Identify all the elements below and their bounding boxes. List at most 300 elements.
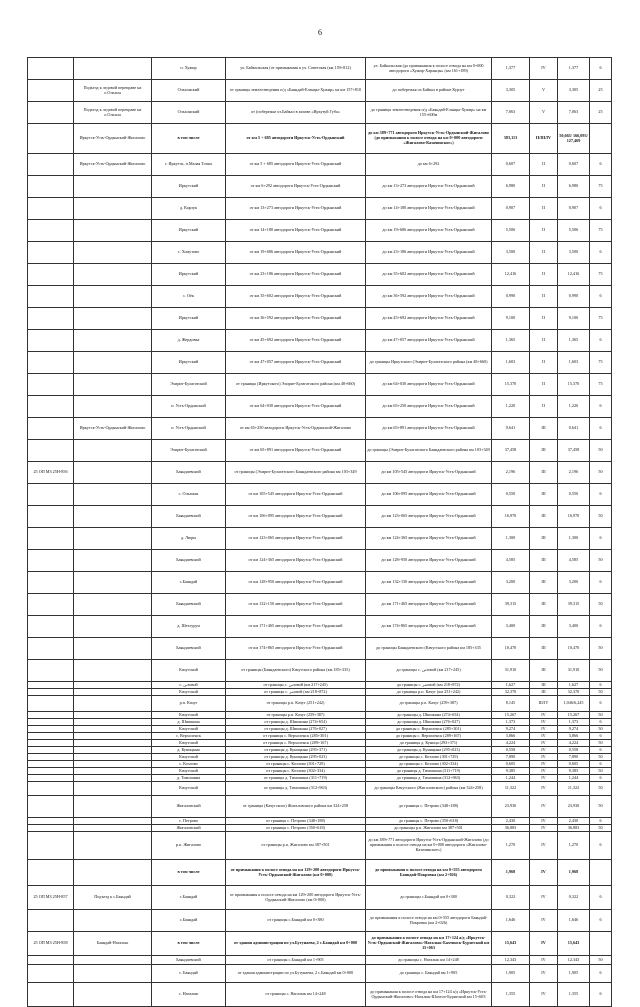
segment-start-cell: от границы с. ننزовой (км 218+872) bbox=[226, 689, 366, 696]
table-row bbox=[28, 660, 612, 682]
category-cell: II bbox=[530, 286, 558, 308]
table-row bbox=[28, 330, 612, 352]
category-cell: III bbox=[530, 418, 558, 440]
road-name-cell bbox=[74, 308, 152, 330]
segment-start-cell: от примыкания к полосе отвода на км 129+200 автодороги Иркутск-Усть-Ордынский-Жигалово (км 0+000) bbox=[226, 860, 366, 886]
segment-start-cell: от границы с. ننзовой (км 217+245) bbox=[226, 682, 366, 689]
road-id-cell bbox=[28, 719, 74, 726]
category-length-cell: 1,603 bbox=[558, 352, 590, 374]
road-name-cell bbox=[74, 374, 152, 396]
category-cell: II bbox=[530, 330, 558, 352]
width-cell: 6 bbox=[590, 965, 612, 983]
category-length-cell: 0,322 bbox=[558, 886, 590, 910]
road-id-cell bbox=[28, 374, 74, 396]
road-name-cell bbox=[74, 782, 152, 796]
road-name-cell bbox=[74, 550, 152, 572]
segment-start-cell: от границы с. Верхоленск (289+167) bbox=[226, 740, 366, 747]
locality-cell: в том числе bbox=[152, 932, 226, 956]
locality-cell: с. Верхоленск bbox=[152, 733, 226, 740]
category-cell: III bbox=[530, 572, 558, 594]
table-row bbox=[28, 983, 612, 1007]
length-cell: 1,355 bbox=[492, 983, 530, 1007]
road-id-cell bbox=[28, 818, 74, 825]
road-name-cell: Подъезд к с.Баяндай bbox=[74, 886, 152, 910]
category-cell: IV bbox=[530, 740, 558, 747]
segment-start-cell: от границы с. Петрово (348+188) bbox=[226, 818, 366, 825]
locality-cell: п. Хужир bbox=[152, 58, 226, 80]
width-cell: 75 bbox=[590, 220, 612, 242]
table-row bbox=[28, 740, 612, 747]
road-name-cell bbox=[74, 682, 152, 689]
category-length-cell: 0,605 bbox=[558, 761, 590, 768]
length-cell: 39,315 bbox=[492, 594, 530, 616]
table-row bbox=[28, 796, 612, 818]
category-length-cell: 1,905 bbox=[558, 965, 590, 983]
road-id-cell bbox=[28, 506, 74, 528]
segment-start-cell: от км 45+692 автодороги Иркутск-Усть-Ордынский bbox=[226, 330, 366, 352]
width-cell: 6 bbox=[590, 983, 612, 1007]
width-cell: 50 bbox=[590, 782, 612, 796]
road-id-cell bbox=[28, 775, 74, 782]
segment-start-cell: от границы д. Шишкина (276+027) bbox=[226, 726, 366, 733]
table-row bbox=[28, 374, 612, 396]
segment-start-cell: от примыкания к полосе отвода на км 129+200 автодороги Иркутск-Усть-Ордынский-Жигалово (км 0+000) bbox=[226, 886, 366, 910]
segment-end-cell: до км 389+771 автодороги Иркутск-Усть-Ордынский-Жигалово (до примыкания к полосе отвода на км 0+000 автодороги «Жигалово-Казачинское») bbox=[366, 124, 492, 154]
category-length-cell: 0,907 bbox=[558, 198, 590, 220]
road-id-cell bbox=[28, 689, 74, 696]
table-row bbox=[28, 396, 612, 418]
length-cell: 36,883 bbox=[492, 825, 530, 832]
width-cell: 50 bbox=[590, 712, 612, 719]
segment-end-cell: до границы с. ننзовой (км 217+245) bbox=[366, 660, 492, 682]
locality-cell: с. ننзовой bbox=[152, 682, 226, 689]
segment-end-cell: до границы д. Шишкина (276+027) bbox=[366, 719, 492, 726]
road-id-cell bbox=[28, 102, 74, 124]
segment-end-cell: до побережья оз.Байкал в районе Курзут bbox=[366, 80, 492, 102]
width-cell: 6 bbox=[590, 682, 612, 689]
locality-cell: с. Ользоны bbox=[152, 484, 226, 506]
table-row bbox=[28, 440, 612, 462]
locality-cell: Жигаловский bbox=[152, 796, 226, 818]
segment-end-cell: до примыкания к полосе отвода на км 17+124 а/д «Иркутск-Усть-Ордынский-Жигалово»-Нагалык-Шохтоо-Бурятский км 15+603 bbox=[366, 983, 492, 1007]
road-id-cell bbox=[28, 768, 74, 775]
category-cell: IV bbox=[530, 58, 558, 80]
segment-end-cell: ул. Байкальская (до примыкания к полосе отвода на км 0+000 автодороги «Хужир-Харанцы» (км 161+189) bbox=[366, 58, 492, 80]
locality-cell: с. Нагалык bbox=[152, 983, 226, 1007]
locality-cell: Иркутский bbox=[152, 220, 226, 242]
length-cell: 3,200 bbox=[492, 572, 530, 594]
segment-end-cell: до км 123+065 автодороги Иркутск-Усть-Ордынский bbox=[366, 506, 492, 528]
category-cell: V bbox=[530, 102, 558, 124]
length-cell: 23,930 bbox=[492, 796, 530, 818]
road-name-cell bbox=[74, 484, 152, 506]
category-cell: IV bbox=[530, 860, 558, 886]
category-cell: IV bbox=[530, 983, 558, 1007]
road-id-cell bbox=[28, 550, 74, 572]
category-cell: III bbox=[530, 506, 558, 528]
road-id-cell bbox=[28, 528, 74, 550]
width-cell: 50 bbox=[590, 754, 612, 761]
width-cell: 50 bbox=[590, 825, 612, 832]
road-name-cell bbox=[74, 956, 152, 965]
table-row bbox=[28, 506, 612, 528]
category-length-cell: 5,506 bbox=[558, 220, 590, 242]
category-cell: IV bbox=[530, 965, 558, 983]
length-cell: 1,244 bbox=[492, 775, 530, 782]
category-length-cell: 9,274 bbox=[558, 726, 590, 733]
length-cell: 0,990 bbox=[492, 286, 530, 308]
category-cell: II bbox=[530, 352, 558, 374]
locality-cell: в том числе bbox=[152, 860, 226, 886]
category-length-cell: 23,930 bbox=[558, 796, 590, 818]
segment-end-cell: до границы д. Тимошина (311+719) bbox=[366, 768, 492, 775]
category-length-cell: 37,458 bbox=[558, 440, 590, 462]
category-cell: III bbox=[530, 689, 558, 696]
road-name-cell: Баяндай-Нагалык bbox=[74, 932, 152, 956]
segment-start-cell: от границы д. Тимошина (312+963) bbox=[226, 782, 366, 796]
segment-start-cell: от границы с. Нагалык км 14+248 bbox=[226, 983, 366, 1007]
table-row bbox=[28, 726, 612, 733]
segment-start-cell: от границы р.п. Жигалово км 387+501 bbox=[226, 832, 366, 860]
table-row bbox=[28, 818, 612, 825]
table-row bbox=[28, 733, 612, 740]
segment-end-cell: до км 36+592 автодороги Иркутск-Усть-Ордынский bbox=[366, 286, 492, 308]
road-name-cell bbox=[74, 352, 152, 374]
segment-start-cell: от здания администрации по ул.Бутунаева, 2 с.Баяндай км 0+000 bbox=[226, 932, 366, 956]
locality-cell: Эхирит-Булагатский bbox=[152, 374, 226, 396]
length-cell: 1,646 bbox=[492, 910, 530, 932]
category-length-cell: 15,370 bbox=[558, 374, 590, 396]
locality-cell: п. Усть-Ордынский bbox=[152, 396, 226, 418]
table-row bbox=[28, 58, 612, 80]
length-cell: 9,100 bbox=[492, 308, 530, 330]
category-length-cell: 1,046/6,245 bbox=[558, 696, 590, 712]
category-cell: IV bbox=[530, 782, 558, 796]
road-name-cell: Подъезд к ледовой переправе на о.Ольхон bbox=[74, 80, 152, 102]
table-row bbox=[28, 198, 612, 220]
segment-start-cell: от (побережье оз.Байкал в заливе «Ирхузуй Губа» bbox=[226, 102, 366, 124]
length-cell: 16,970 bbox=[492, 506, 530, 528]
category-cell: III bbox=[530, 616, 558, 638]
category-length-cell: 36,883 bbox=[558, 825, 590, 832]
segment-end-cell: до границы с. Верхоленск (285+301) bbox=[366, 726, 492, 733]
category-length-cell: 7,890 bbox=[558, 754, 590, 761]
locality-cell: Качугский bbox=[152, 660, 226, 682]
category-cell: IV bbox=[530, 712, 558, 719]
length-cell: 15,267 bbox=[492, 712, 530, 719]
table-row bbox=[28, 462, 612, 484]
road-id-cell bbox=[28, 832, 74, 860]
table-row bbox=[28, 696, 612, 712]
road-name-cell bbox=[74, 733, 152, 740]
locality-cell: с.Баяндай bbox=[152, 572, 226, 594]
segment-end-cell: до границы (Эхирит-Булагатского Баяндаевского района км 103+349 bbox=[366, 440, 492, 462]
category-length-cell: 3,866 bbox=[558, 733, 590, 740]
locality-cell: Баяндаевский bbox=[152, 550, 226, 572]
road-id-cell bbox=[28, 80, 74, 102]
category-cell: IV bbox=[530, 768, 558, 775]
length-cell: 0,605 bbox=[492, 761, 530, 768]
segment-end-cell: до границы с. Нагалык км 14+248 bbox=[366, 956, 492, 965]
width-cell: 6 bbox=[590, 910, 612, 932]
width-cell: 25 bbox=[590, 102, 612, 124]
locality-cell: Качугский bbox=[152, 782, 226, 796]
width-cell: 50 bbox=[590, 726, 612, 733]
road-id-cell bbox=[28, 264, 74, 286]
width-cell: 6 bbox=[590, 418, 612, 440]
segment-end-cell: до км 105+545 автодороги Иркутск-Усть-Ордынский bbox=[366, 462, 492, 484]
road-name-cell bbox=[74, 775, 152, 782]
length-cell: 15,643 bbox=[492, 932, 530, 956]
segment-end-cell: до км 19+686 автодороги Иркутск-Усть-Ордынский bbox=[366, 220, 492, 242]
width-cell: 75 bbox=[590, 352, 612, 374]
segment-start-cell: от границы (Эхирит-Булагатского Баяндаевского района км 103+349 bbox=[226, 462, 366, 484]
table-row bbox=[28, 832, 612, 860]
road-id-cell bbox=[28, 58, 74, 80]
width-cell bbox=[590, 124, 612, 154]
road-id-cell bbox=[28, 825, 74, 832]
road-name-cell bbox=[74, 740, 152, 747]
length-cell: 37,458 bbox=[492, 440, 530, 462]
road-id-cell bbox=[28, 396, 74, 418]
table-row bbox=[28, 761, 612, 768]
category-cell: IV bbox=[530, 956, 558, 965]
width-cell: 6 bbox=[590, 330, 612, 352]
segment-end-cell: до границы с. Верхоленск (289+167) bbox=[366, 733, 492, 740]
category-cell: IV bbox=[530, 910, 558, 932]
segment-start-cell: от км 19+686 автодороги Иркутск-Усть-Ордынский bbox=[226, 242, 366, 264]
category-cell: II bbox=[530, 198, 558, 220]
segment-end-cell: до границы Иркутского (Эхирит-Булагатского района (км 48+660) bbox=[366, 352, 492, 374]
segment-start-cell: от км 36+592 автодороги Иркутск-Усть-Ордынский bbox=[226, 308, 366, 330]
road-name-cell bbox=[74, 660, 152, 682]
category-length-cell: 1,377 bbox=[558, 58, 590, 80]
table-row bbox=[28, 550, 612, 572]
locality-cell: д. Шехгурун bbox=[152, 616, 226, 638]
road-name-cell bbox=[74, 242, 152, 264]
road-id-cell bbox=[28, 198, 74, 220]
locality-cell: Эхирит-Булагатский bbox=[152, 440, 226, 462]
width-cell: 6 bbox=[590, 733, 612, 740]
road-name-cell: Иркутск-Усть-Ордынский-Жигалово bbox=[74, 418, 152, 440]
road-name-cell bbox=[74, 768, 152, 775]
locality-cell: д. Карлук bbox=[152, 198, 226, 220]
locality-cell: Баяндаевский bbox=[152, 594, 226, 616]
road-id-cell bbox=[28, 242, 74, 264]
locality-cell: с. Хомутово bbox=[152, 242, 226, 264]
road-id-cell bbox=[28, 484, 74, 506]
length-cell: 3,305 bbox=[492, 80, 530, 102]
table-row bbox=[28, 102, 612, 124]
road-name-cell bbox=[74, 983, 152, 1007]
road-name-cell bbox=[74, 860, 152, 886]
length-cell: 3,500 bbox=[492, 242, 530, 264]
width-cell: 6 bbox=[590, 832, 612, 860]
segment-start-cell: ул. Байкальская (от примыкания к ул. Советская (км 159+812) bbox=[226, 58, 366, 80]
roads-table bbox=[27, 57, 612, 1007]
width-cell: 50 bbox=[590, 638, 612, 660]
locality-cell: Иркутский bbox=[152, 352, 226, 374]
road-id-cell bbox=[28, 796, 74, 818]
road-name-cell: Подъезд к ледовой переправе на о.Ольхон bbox=[74, 102, 152, 124]
locality-cell: д. Тимошина bbox=[152, 775, 226, 782]
width-cell bbox=[590, 932, 612, 956]
category-cell: IV bbox=[530, 886, 558, 910]
category-cell: III bbox=[530, 528, 558, 550]
table-row bbox=[28, 176, 612, 198]
road-id-cell bbox=[28, 761, 74, 768]
segment-end-cell: до км 389+771 автодороги Иркутск-Усть-Ордынский-Жигалово (до примыкания к полосе отвода на км 0+000 автодороги «Жигалово-Казачинское») bbox=[366, 832, 492, 860]
length-cell: 5,506 bbox=[492, 220, 530, 242]
table-row bbox=[28, 528, 612, 550]
category-cell: III bbox=[530, 682, 558, 689]
road-name-cell: Иркутск-Усть-Ордынский-Жигалово bbox=[74, 124, 152, 154]
road-id-cell bbox=[28, 220, 74, 242]
road-id-cell bbox=[28, 330, 74, 352]
road-name-cell bbox=[74, 696, 152, 712]
table-row bbox=[28, 242, 612, 264]
category-length-cell: 3,500 bbox=[558, 242, 590, 264]
length-cell: 4,585 bbox=[492, 550, 530, 572]
locality-cell: Качугский bbox=[152, 768, 226, 775]
road-id-cell bbox=[28, 726, 74, 733]
segment-end-cell: до км 171+465 автодороги Иркутск-Усть-Ордынский bbox=[366, 594, 492, 616]
category-cell: II bbox=[530, 242, 558, 264]
segment-start-cell: от км 64+030 автодороги Иркутск-Усть-Ордынский bbox=[226, 396, 366, 418]
locality-cell: Иркутский bbox=[152, 264, 226, 286]
width-cell: 6 bbox=[590, 886, 612, 910]
road-id-cell bbox=[28, 747, 74, 754]
category-length-cell: 12,416 bbox=[558, 264, 590, 286]
width-cell: 50 bbox=[590, 462, 612, 484]
segment-end-cell: до км 45+692 автодороги Иркутск-Усть-Ордынский bbox=[366, 308, 492, 330]
segment-end-cell: до границы с. Петрово (350+618) bbox=[366, 818, 492, 825]
road-id-cell: 25 ОП МЗ 25Н-856 bbox=[28, 462, 74, 484]
table-row bbox=[28, 264, 612, 286]
locality-cell: с.Баяндай bbox=[152, 886, 226, 910]
road-id-cell bbox=[28, 286, 74, 308]
segment-end-cell: до примыкания к полосе отвода на км 17+124 а/д «Иркутск-Усть-Ордынский-Жигалово»-Нагалык-Бахтинск-Бурятский км 15+063 bbox=[366, 932, 492, 956]
road-id-cell bbox=[28, 754, 74, 761]
segment-start-cell: от км 5 + 685 автодороги Иркутск-Усть-Ордынский bbox=[226, 124, 366, 154]
segment-start-cell: от км 174+865 автодороги Иркутск-Усть-Ордынский bbox=[226, 638, 366, 660]
road-id-cell bbox=[28, 124, 74, 154]
length-cell: 1,365 bbox=[492, 330, 530, 352]
length-cell: 383,113 bbox=[492, 124, 530, 154]
length-cell: 1,300 bbox=[492, 528, 530, 550]
locality-cell: д. Куницына bbox=[152, 747, 226, 754]
length-cell: 1,220 bbox=[492, 396, 530, 418]
road-id-cell bbox=[28, 956, 74, 965]
road-name-cell bbox=[74, 594, 152, 616]
segment-start-cell: от км 105+545 автодороги Иркутск-Усть-Ордынский bbox=[226, 484, 366, 506]
table-row bbox=[28, 689, 612, 696]
segment-end-cell: до км 65+250 автодороги Иркутск-Усть-Ордынский bbox=[366, 396, 492, 418]
width-cell: 75 bbox=[590, 264, 612, 286]
locality-cell: Качугский bbox=[152, 754, 226, 761]
segment-end-cell: до границы с.Баяндай км 0+380 bbox=[366, 886, 492, 910]
table-row bbox=[28, 124, 612, 154]
length-cell: 11,322 bbox=[492, 782, 530, 796]
length-cell: 9,385 bbox=[492, 768, 530, 775]
segment-start-cell: от границы с. Верхоленск (285+301) bbox=[226, 733, 366, 740]
segment-start-cell: от км 124+365 автодороги Иркутск-Усть-Ордынский bbox=[226, 550, 366, 572]
table-row bbox=[28, 594, 612, 616]
width-cell: 75 bbox=[590, 176, 612, 198]
segment-end-cell: до примыкания к полосе отвода на км 0+555 автодороги Баяндай-Покровка (км 2+026) bbox=[366, 860, 492, 886]
width-cell: 50 bbox=[590, 689, 612, 696]
segment-start-cell: от км 106+095 автодороги Иркутск-Усть-Ордынский bbox=[226, 506, 366, 528]
category-length-cell: 1,300 bbox=[558, 528, 590, 550]
road-name-cell bbox=[74, 689, 152, 696]
road-name-cell bbox=[74, 58, 152, 80]
road-id-cell bbox=[28, 983, 74, 1007]
table-row bbox=[28, 308, 612, 330]
category-length-cell: 9,100 bbox=[558, 308, 590, 330]
length-cell: 0,907 bbox=[492, 198, 530, 220]
page-number: 6 bbox=[318, 28, 322, 37]
locality-cell: с. Баяндай bbox=[152, 965, 226, 983]
segment-start-cell: от границы с. Козлово (302+334) bbox=[226, 768, 366, 775]
locality-cell: с. Козлово bbox=[152, 761, 226, 768]
table-row bbox=[28, 616, 612, 638]
table-row bbox=[28, 352, 612, 374]
category-length-cell: 1,220 bbox=[558, 396, 590, 418]
table-row bbox=[28, 956, 612, 965]
segment-end-cell: до границы д. Шишкина (274+654) bbox=[366, 712, 492, 719]
category-cell: IV bbox=[530, 775, 558, 782]
road-name-cell bbox=[74, 506, 152, 528]
length-cell: 1,270 bbox=[492, 832, 530, 860]
locality-cell: Качугский bbox=[152, 726, 226, 733]
table-row bbox=[28, 965, 612, 983]
length-cell: 7,063 bbox=[492, 102, 530, 124]
table-row bbox=[28, 782, 612, 796]
road-name-cell bbox=[74, 796, 152, 818]
length-cell: 3,866 bbox=[492, 733, 530, 740]
category-length-cell: 1,244 bbox=[558, 775, 590, 782]
segment-start-cell: от км 171+465 автодороги Иркутск-Усть-Ордынский bbox=[226, 616, 366, 638]
road-id-cell bbox=[28, 740, 74, 747]
category-cell: IV bbox=[530, 726, 558, 733]
segment-start-cell: от границы с.Баяндай км 0+380 bbox=[226, 910, 366, 932]
segment-end-cell: до границы с. Козлово (301+729) bbox=[366, 754, 492, 761]
road-id-cell bbox=[28, 154, 74, 176]
locality-cell: р.п. Жигалово bbox=[152, 832, 226, 860]
road-name-cell bbox=[74, 396, 152, 418]
road-name-cell bbox=[74, 747, 152, 754]
category-cell: IV bbox=[530, 754, 558, 761]
road-id-cell bbox=[28, 712, 74, 719]
category-length-cell: 1,646 bbox=[558, 910, 590, 932]
road-id-cell bbox=[28, 660, 74, 682]
length-cell: 0,322 bbox=[492, 886, 530, 910]
width-cell bbox=[590, 860, 612, 886]
category-cell: V bbox=[530, 80, 558, 102]
locality-cell: д. Шишкина bbox=[152, 719, 226, 726]
segment-start-cell: от границы (Качугского) Жигаловского района км 324+258 bbox=[226, 796, 366, 818]
category-cell: II bbox=[530, 374, 558, 396]
segment-end-cell: до км 124+365 автодороги Иркутск-Усть-Ордынский bbox=[366, 528, 492, 550]
category-length-cell: 15,267 bbox=[558, 712, 590, 719]
width-cell: 6 bbox=[590, 572, 612, 594]
segment-end-cell: до границы с. Козлово (302+334) bbox=[366, 761, 492, 768]
table-row bbox=[28, 825, 612, 832]
width-cell: 6 bbox=[590, 242, 612, 264]
length-cell: 4,224 bbox=[492, 740, 530, 747]
length-cell: 32,370 bbox=[492, 689, 530, 696]
segment-start-cell: от км 132+150 автодороги Иркутск-Усть-Ордынский bbox=[226, 594, 366, 616]
